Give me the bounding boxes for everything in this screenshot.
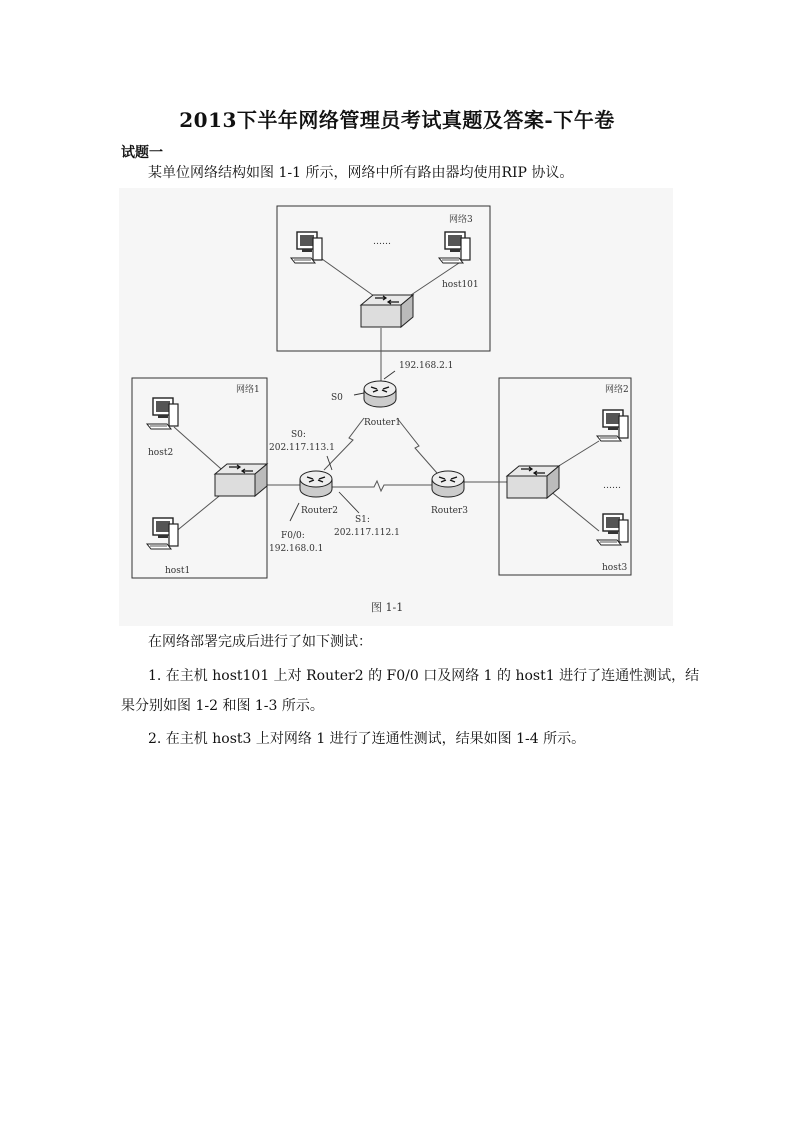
router2-s0-ip: 202.117.113.1 — [269, 443, 335, 453]
network-diagram-figure — [119, 188, 673, 626]
host2-label: host2 — [148, 448, 174, 458]
router2-f00-label: F0/0: — [281, 531, 305, 541]
router3-label: Router3 — [431, 506, 468, 516]
network3-box — [277, 206, 490, 351]
figure-caption: 图 1-1 — [371, 601, 404, 614]
intro-paragraph: 某单位网络结构如图 1-1 所示，网络中所有路由器均使用RIP 协议。 — [148, 165, 574, 181]
router2-f00-ip: 192.168.0.1 — [269, 544, 324, 554]
test-item-1-line1: 1. 在主机 host101 上对 Router2 的 F0/0 口及网络 1 的 host1 进行了连通性测试，结 — [148, 668, 700, 684]
router2-s0-label: S0: — [291, 430, 306, 440]
test-item-1-line2: 果分别如图 1-2 和图 1-3 所示。 — [121, 698, 324, 714]
test-intro-paragraph: 在网络部署完成后进行了如下测试： — [148, 634, 372, 650]
net3-label: 网络3 — [449, 215, 473, 225]
net2-label: 网络2 — [605, 385, 629, 395]
router2-s1-label: S1: — [355, 515, 370, 525]
network-diagram — [119, 188, 673, 626]
router-icon-router3 — [432, 471, 464, 497]
host101-label: host101 — [442, 280, 479, 290]
switch-icon-net2 — [507, 466, 559, 498]
net2-ellipsis: …… — [603, 481, 621, 491]
host3-label: host3 — [602, 563, 628, 573]
host1-label: host1 — [165, 566, 191, 576]
router2-label: Router2 — [301, 506, 338, 516]
switch-icon-net1 — [215, 464, 267, 496]
router1-label: Router1 — [364, 418, 401, 428]
router2-s1-ip: 202.117.112.1 — [334, 528, 400, 538]
pc-icon-host1 — [147, 518, 178, 549]
document-title: 2013下半年网络管理员考试真题及答案-下午卷 — [179, 108, 615, 132]
net3-ellipsis: …… — [373, 237, 391, 247]
router1-s0-label: S0 — [331, 393, 343, 403]
pc-icon-host101 — [439, 232, 470, 263]
router1-ip-label: 192.168.2.1 — [399, 361, 454, 371]
router-icon-router2 — [300, 471, 332, 497]
test-item-2: 2. 在主机 host3 上对网络 1 进行了连通性测试，结果如图 1-4 所示。 — [148, 731, 586, 747]
pc-icon-host2 — [147, 398, 178, 429]
pc-icon-host3 — [597, 514, 628, 545]
section-heading: 试题一 — [121, 145, 163, 161]
net1-label: 网络1 — [236, 385, 260, 395]
pc-icon-net2-top — [597, 410, 628, 441]
switch-icon-net3 — [361, 295, 413, 327]
router-icon-router1 — [364, 381, 396, 407]
pc-icon-net3-left — [291, 232, 322, 263]
